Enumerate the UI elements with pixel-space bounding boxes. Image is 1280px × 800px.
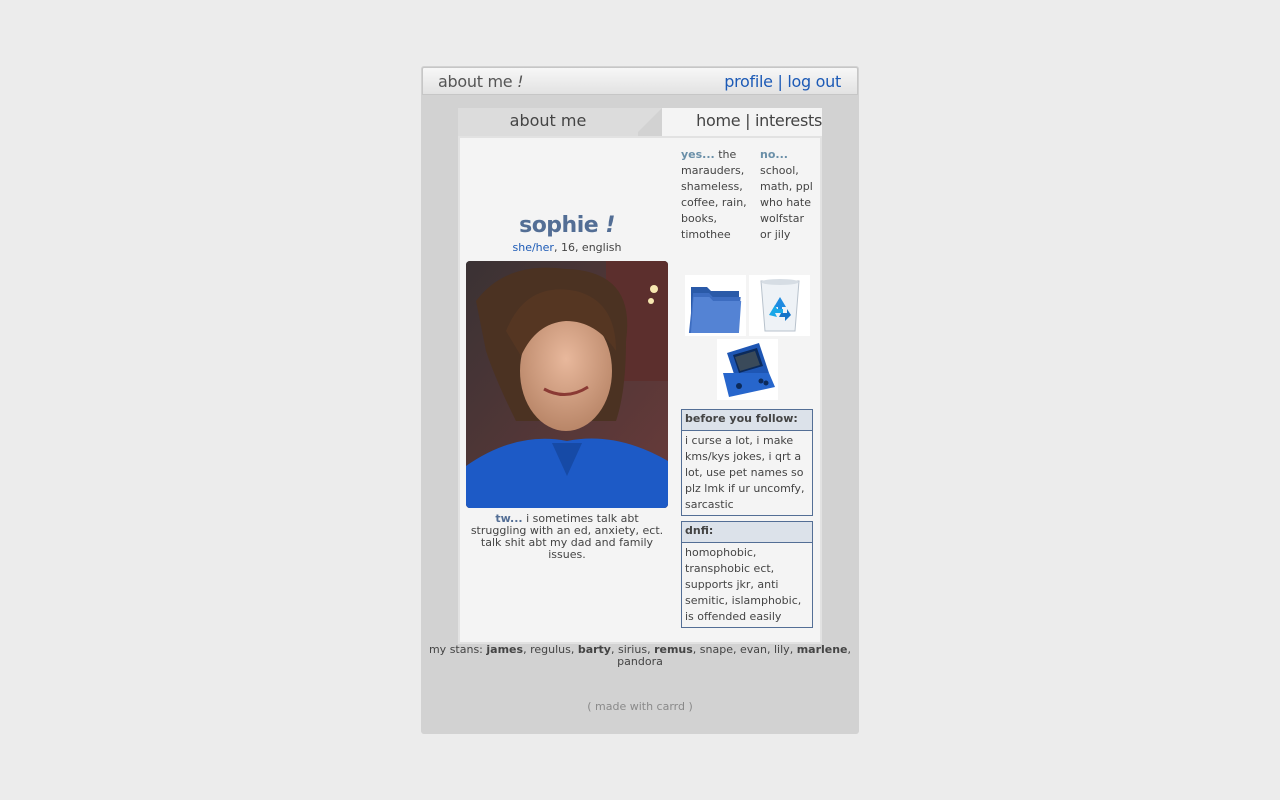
stan-item: barty: [577, 643, 611, 656]
tab-separator: |: [745, 111, 751, 130]
no-label: no...: [760, 148, 788, 161]
stan-item: snape: [699, 643, 733, 656]
dnfi-box: [681, 521, 813, 628]
trigger-warning: [466, 513, 668, 561]
stans-items: james, regulus, barty, sirius, remus, snape, evan, lily, marlene, pandora: [486, 643, 852, 668]
tw-label: tw...: [495, 512, 523, 525]
tab-links: [662, 108, 822, 136]
made-with-carrd[interactable]: ( made with carrd ): [587, 700, 693, 713]
tab-about-me[interactable]: about me: [458, 108, 638, 136]
tab-slope: [634, 108, 662, 136]
yes-label: yes...: [681, 148, 715, 161]
stan-item: james: [486, 643, 524, 656]
stan-item: pandora: [617, 655, 663, 668]
link-separator: |: [777, 72, 783, 91]
stans-prefix: my stans:: [428, 643, 487, 656]
no-text: school, math, ppl who hate wolfstar or jily: [760, 164, 813, 241]
pronouns: she/her: [512, 241, 554, 254]
stan-item: remus: [654, 643, 693, 656]
no-list: [760, 147, 814, 243]
tab-interests[interactable]: interests: [754, 111, 822, 130]
before-you-follow-text: i curse a lot, i make kms/kys jokes, i qrt a lot, use pet names so plz lmk if ur uncomfy, sarcastic: [685, 434, 805, 511]
yes-list: [681, 147, 755, 243]
before-you-follow-box: [681, 409, 813, 516]
stan-item: sirius: [617, 643, 648, 656]
dnfi-text: homophobic, transphobic ect, supports jkr, anti semitic, islamphobic, is offended easily: [685, 546, 802, 623]
stans-list: [421, 644, 859, 668]
yes-text: the marauders, shameless, coffee, rain, books, timothee: [681, 148, 747, 241]
window-title: about me !: [438, 72, 524, 91]
header-links: [724, 72, 841, 91]
logout-link[interactable]: log out: [787, 72, 841, 91]
profile-photo: [466, 261, 668, 508]
tw-text: i sometimes talk abt struggling with an ed, anxiety, ect. talk shit abt my dad and family issues.: [470, 512, 664, 561]
profile-name: sophie !: [519, 213, 615, 238]
folder-icon[interactable]: [685, 275, 746, 336]
title-bar: [422, 67, 858, 95]
tab-home[interactable]: home: [696, 111, 741, 130]
stan-item: evan: [740, 643, 767, 656]
gameboy-icon[interactable]: [717, 339, 778, 400]
recycle-bin-icon[interactable]: [749, 275, 810, 336]
profile-link[interactable]: profile: [724, 72, 773, 91]
stan-item: regulus: [530, 643, 571, 656]
age-language: , 16, english: [553, 241, 622, 254]
stan-item: lily: [774, 643, 790, 656]
before-you-follow-title: before you follow:: [682, 410, 812, 431]
tab-bar: [458, 108, 822, 136]
dnfi-title: dnfi:: [682, 522, 812, 543]
stan-item: marlene: [796, 643, 848, 656]
profile-details: [466, 241, 668, 254]
